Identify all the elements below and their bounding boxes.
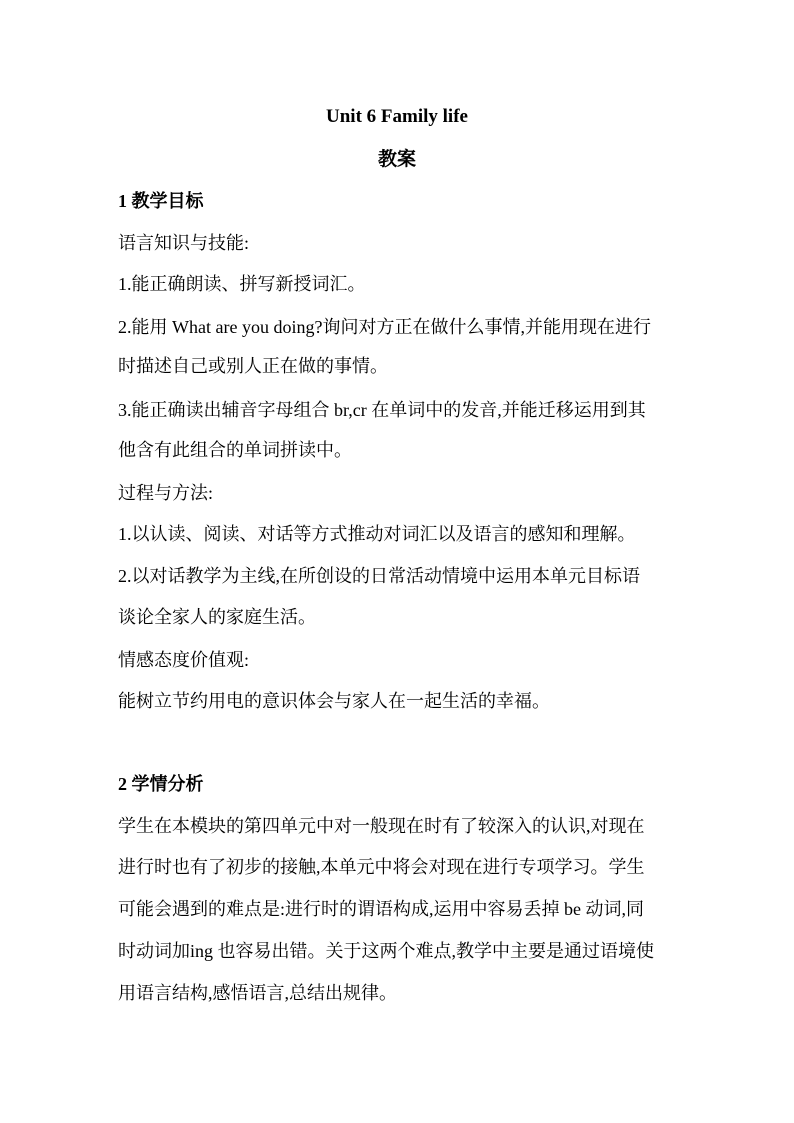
group-label-attitude-values: 情感态度价值观: bbox=[118, 650, 250, 670]
section2-heading: 2 学情分析 bbox=[118, 774, 204, 794]
objective-item-4: 1.以认读、阅读、对话等方式推动对词汇以及语言的感知和理解。 bbox=[118, 524, 636, 544]
document-subtitle: 教案 bbox=[377, 149, 416, 170]
objective-item-2-line2: 时描述自己或别人正在做的事情。 bbox=[118, 356, 388, 376]
analysis-paragraph-line3: 可能会遇到的难点是:进行时的谓语构成,运用中容易丢掉 be 动词,同 bbox=[118, 899, 644, 919]
objective-item-1: 1.能正确朗读、拼写新授词汇。 bbox=[118, 274, 366, 294]
section1-heading: 1 教学目标 bbox=[118, 191, 204, 211]
group-label-knowledge-skills: 语言知识与技能: bbox=[118, 233, 250, 253]
objective-item-5-line2: 谈论全家人的家庭生活。 bbox=[118, 607, 316, 627]
analysis-paragraph-line4: 时动词加ing 也容易出错。关于这两个难点,教学中主要是通过语境使 bbox=[118, 941, 654, 961]
analysis-paragraph-line1: 学生在本模块的第四单元中对一般现在时有了较深入的认识,对现在 bbox=[118, 816, 645, 836]
group-label-process-methods: 过程与方法: bbox=[118, 483, 214, 503]
objective-item-3-line1: 3.能正确读出辅音字母组合 br,cr 在单词中的发音,并能迁移运用到其 bbox=[118, 400, 646, 420]
objective-item-6: 能树立节约用电的意识体会与家人在一起生活的幸福。 bbox=[118, 691, 550, 711]
objective-item-2-line1: 2.能用 What are you doing?询问对方正在做什么事情,并能用现在进行 bbox=[118, 317, 651, 337]
analysis-paragraph-line2: 进行时也有了初步的接触,本单元中将会对现在进行专项学习。学生 bbox=[118, 857, 645, 877]
objective-item-3-line2: 他含有此组合的单词拼读中。 bbox=[118, 440, 352, 460]
objective-item-5-line1: 2.以对话教学为主线,在所创设的日常活动情境中运用本单元目标语 bbox=[118, 566, 640, 586]
document-title: Unit 6 Family life bbox=[326, 106, 468, 127]
analysis-paragraph-line5: 用语言结构,感悟语言,总结出规律。 bbox=[118, 983, 397, 1003]
